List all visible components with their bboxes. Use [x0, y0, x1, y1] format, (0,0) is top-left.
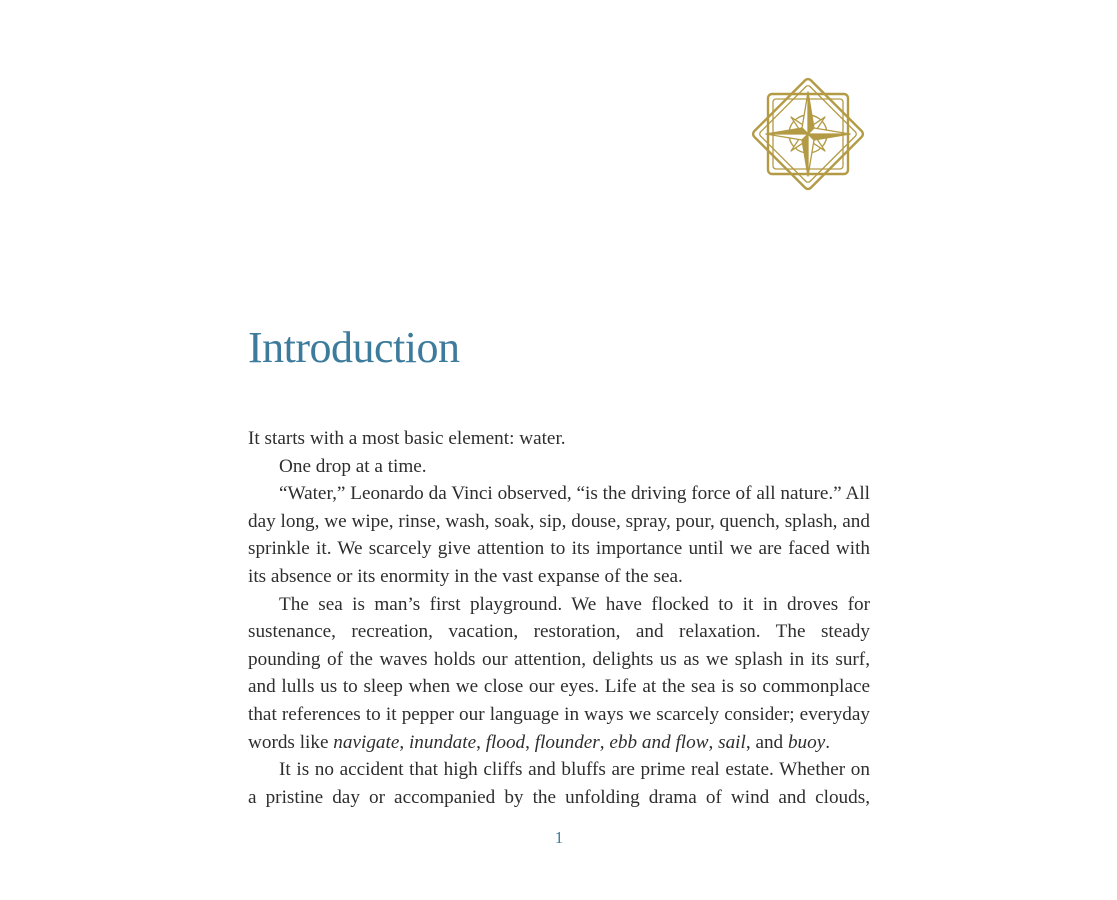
separator: , [525, 731, 535, 753]
italic-word-navigate: navigate [333, 731, 400, 753]
separator: , [399, 731, 409, 753]
paragraph-4-text: The sea is man’s first playground. We have flocked to it in droves for sustenance, recreation, vacation, restoration, and relaxation. The steady pounding of the waves holds our attention, delights us as we splash in its surf, and lulls us to sleep when we close our eyes. Life at the sea is so commonplace that references to it pepper our language in ways we scarcely consider; everyday words like [248, 593, 870, 753]
italic-word-flood: flood [485, 731, 526, 753]
italic-word-flounder: flounder [534, 731, 600, 753]
page-title: Introduction [248, 323, 460, 372]
separator: , [476, 731, 486, 753]
paragraph-4 [248, 591, 870, 757]
paragraph-1: It starts with a most basic element: water. [248, 428, 566, 449]
separator: , and [745, 731, 788, 753]
paragraph-2: One drop at a time. [279, 455, 427, 477]
separator: , [708, 731, 719, 753]
body-text [248, 425, 870, 811]
paragraph-5: It is no accident that high cliffs and bluffs are prime real estate. Whether on a pristine day or accompanied by the unfolding drama of wind and clouds, [248, 759, 870, 808]
italic-word-buoy: buoy [787, 731, 826, 753]
italic-word-ebb-and-flow: ebb and flow [609, 731, 709, 753]
page-number: 1 [554, 828, 564, 847]
separator: , [599, 731, 610, 753]
italic-word-sail: sail [718, 731, 746, 753]
italic-word-inundate: inundate [408, 731, 477, 753]
compass-rose-icon [746, 72, 870, 196]
sentence-end: . [825, 731, 831, 753]
paragraph-3: “Water,” Leonardo da Vinci observed, “is the driving force of all nature.” All day long, we wipe, rinse, wash, soak, sip, douse, spray, pour, quench, splash, and sprinkle it. We scarcely give attention to its importance until we are faced with its absence or its enormity in the vast expanse of the sea. [248, 483, 870, 587]
